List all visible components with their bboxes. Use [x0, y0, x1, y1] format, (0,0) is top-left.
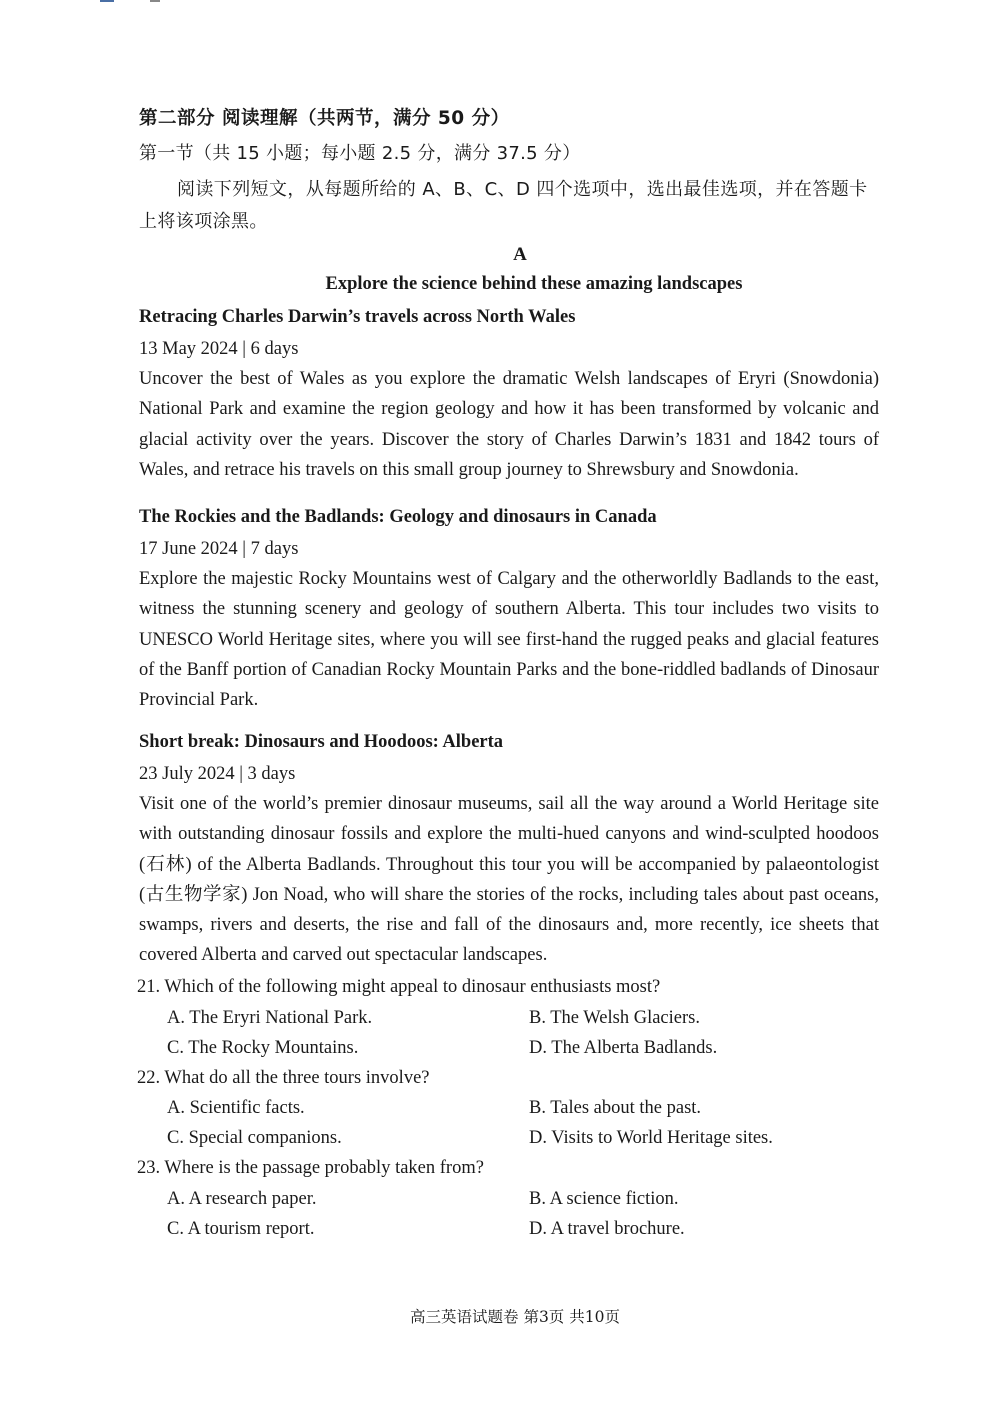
answer-options	[167, 1184, 897, 1244]
tour-description: Visit one of the world’s premier dinosaur museums, sail all the way around a World Heritage site with outstanding dinosaur fossils and explore the multi-hued canyons and wind-sculpted hoodoos (石林) of the Alberta Badlands. Throughout this tour you will be accompanied by palaeontologist (古生物学家) Jon Noad, who will share the stories of the rocks, including tales about past oceans, swamps, rivers and deserts, the rise and fall of the dinosaurs and, more recently, ice sheets that covered Alberta and carved out spectacular landscapes.	[139, 794, 879, 966]
option-c: C. A tourism report.	[167, 1218, 315, 1239]
answer-options	[167, 1093, 897, 1153]
question-22	[137, 1063, 897, 1154]
tour-title: Short break: Dinosaurs and Hoodoos: Alberta	[139, 732, 504, 752]
tour-description: Explore the majestic Rocky Mountains west of Calgary and the otherworldly Badlands to the east, witness the stunning scenery and geology of southern Alberta. This tour includes two visits to UNESCO World Heritage sites, where you will see first-hand the rugged peaks and glacial features of the Banff portion of Canadian Rocky Mountain Parks and the bone-riddled badlands of Dinosaur Provincial Park.	[139, 569, 879, 711]
tour-section	[139, 304, 879, 485]
option-d: D. A travel brochure.	[529, 1218, 685, 1239]
tour-description: Uncover the best of Wales as you explore the dramatic Welsh landscapes of Eryri (Snowdonia) National Park and examine the region geology and how it has been transformed by volcanic and glacial activity over the years. Discover the story of Charles Darwin’s 1831 and 1842 tours of Wales, and retrace his travels on this small group journey to Shrewsbury and Snowdonia.	[139, 369, 879, 480]
page-footer: 高三英语试题卷 第3页 共10页	[410, 1308, 620, 1326]
option-a: A. Scientific facts.	[167, 1098, 305, 1118]
tour-section	[139, 729, 879, 971]
question-stem: 23. Where is the passage probably taken from?	[137, 1158, 484, 1178]
option-d: D. Visits to World Heritage sites.	[529, 1128, 773, 1148]
tour-title: The Rockies and the Badlands: Geology and dinosaurs in Canada	[139, 507, 657, 527]
option-c: C. Special companions.	[167, 1128, 342, 1148]
passage-label: A	[513, 244, 527, 265]
instructions: 阅读下列短文，从每题所给的 A、B、C、D 四个选项中，选出最佳选项，并在答题卡上将该项涂黑。	[139, 179, 868, 232]
tour-title: Retracing Charles Darwin’s travels across North Wales	[139, 307, 576, 327]
tour-date: 13 May 2024 | 6 days	[139, 339, 299, 359]
question-stem: 21. Which of the following might appeal to dinosaur enthusiasts most?	[137, 977, 661, 997]
option-a: A. The Eryri National Park.	[167, 1007, 373, 1028]
question-list	[137, 972, 897, 1244]
question-stem: 22. What do all the three tours involve?	[137, 1067, 430, 1088]
answer-options	[167, 1003, 897, 1063]
corner-scan-mark	[100, 0, 210, 4]
passage-title: Explore the science behind these amazing landscapes	[325, 274, 743, 294]
option-c: C. The Rocky Mountains.	[167, 1037, 359, 1058]
question-21	[137, 972, 897, 1063]
tour-date: 23 July 2024 | 3 days	[139, 764, 296, 784]
part-heading: 第二部分 阅读理解（共两节，满分 50 分）	[139, 108, 510, 129]
option-b: B. A science fiction.	[529, 1188, 679, 1209]
question-23	[137, 1153, 897, 1244]
tour-section	[139, 504, 879, 715]
tour-date: 17 June 2024 | 7 days	[139, 539, 299, 559]
section-heading: 第一节（共 15 小题；每小题 2.5 分，满分 37.5 分）	[139, 143, 581, 164]
option-a: A. A research paper.	[167, 1188, 317, 1209]
option-b: B. Tales about the past.	[529, 1098, 702, 1118]
option-d: D. The Alberta Badlands.	[529, 1037, 718, 1058]
option-b: B. The Welsh Glaciers.	[529, 1007, 700, 1028]
